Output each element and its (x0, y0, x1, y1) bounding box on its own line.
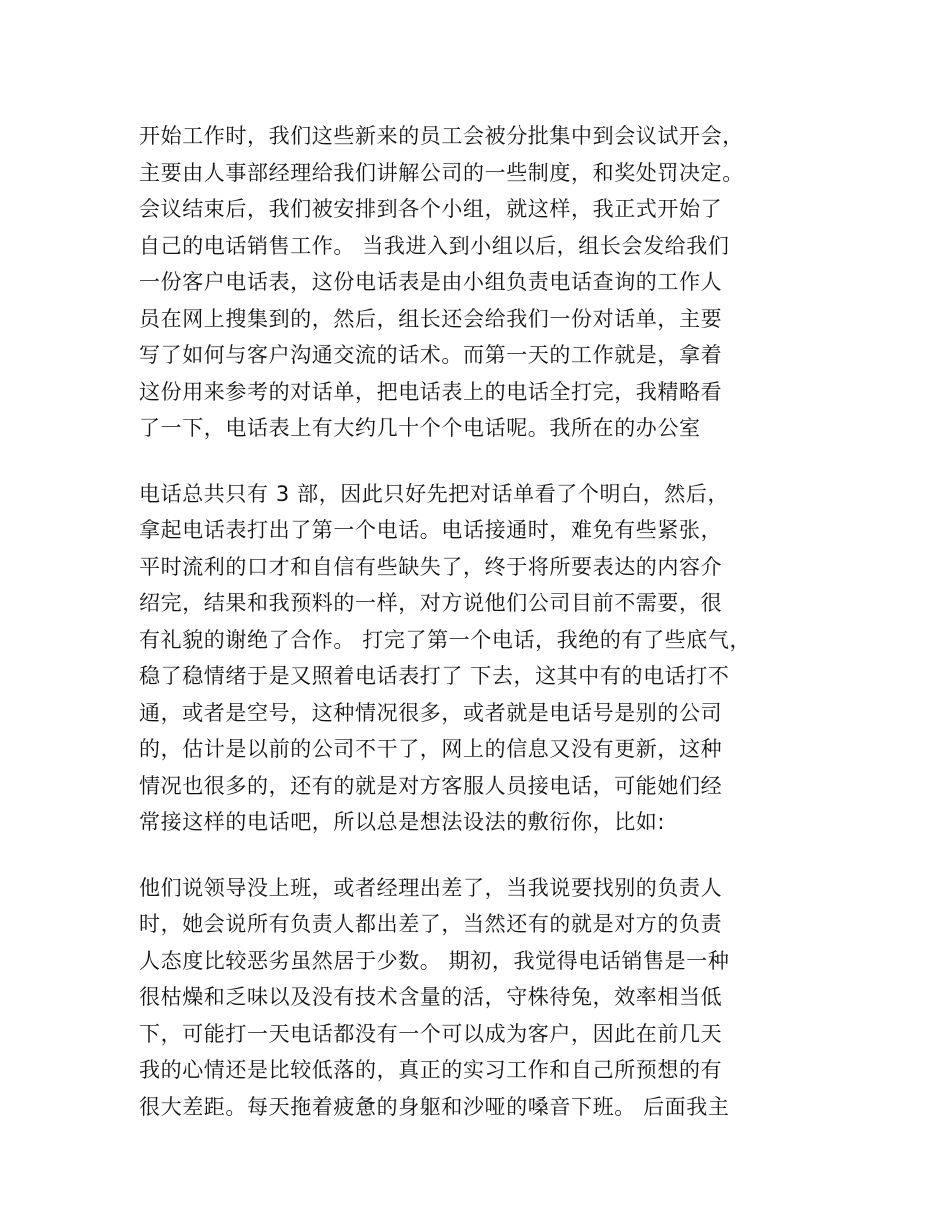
text-line: 了一下，电话表上有大约几十个个电话呢。我所在的办公室 (139, 416, 701, 440)
text-line: 主要由人事部经理给我们讲解公司的一些制度，和奖处罚决定。 (139, 160, 744, 185)
text-line: 一份客户电话表，这份电话表是由小组负责电话查询的工作人 (139, 270, 723, 294)
paragraph-1 (139, 118, 839, 447)
text-line: 电话总共只有 3 部，因此只好先把对话单看了个明白，然后， (139, 481, 730, 506)
text-line: 平时流利的口才和自信有些缺失了，终于将所要表达的内容介 (139, 554, 723, 579)
text-line: 开始工作时，我们这些新来的员工会被分批集中到会议试开会， (139, 124, 744, 148)
text-line: 情况也很多的，还有的就是对方客服人员接电话，可能她们经 (139, 773, 723, 798)
text-line: 稳了稳情绪于是又照着电话表打了 下去，这其中有的电话打不 (139, 664, 730, 688)
text-line: 常接这样的电话吧，所以总是想法设法的敷衍你，比如: (139, 810, 666, 834)
paragraph-3 (139, 870, 839, 1126)
text-line: 的，估计是以前的公司不干了，网上的信息又没有更新，这种 (139, 737, 723, 761)
text-line: 他们说领导没上班，或者经理出差了，当我说要找别的负责人 (139, 875, 723, 900)
text-line: 员在网上搜集到的，然后，组长还会给我们一份对话单，主要 (139, 306, 723, 331)
text-line: 很枯燥和乏味以及没有技术含量的活，守株待兔，效率相当低 (139, 985, 723, 1009)
text-line: 自己的电话销售工作。 当我进入到小组以后，组长会发给我们 (139, 233, 730, 258)
text-line: 时，她会说所有负责人都出差了，当然还有的就是对方的负责 (139, 912, 723, 936)
text-line: 下，可能打一天电话都没有一个可以成为客户，因此在前几天 (139, 1021, 723, 1046)
text-line: 人态度比较恶劣虽然居于少数。 期初，我觉得电话销售是一种 (139, 948, 730, 973)
text-line: 拿起电话表打出了第一个电话。电话接通时，难免有些紧张， (139, 518, 723, 542)
text-line: 写了如何与客户沟通交流的话术。而第一天的工作就是，拿着 (139, 343, 723, 367)
text-line: 这份用来参考的对话单，把电话表上的电话全打完，我精略看 (139, 379, 723, 404)
text-line: 我的心情还是比较低落的，真正的实习工作和自己所预想的有 (139, 1058, 723, 1082)
text-line: 绍完，结果和我预料的一样，对方说他们公司目前不需要，很 (139, 591, 723, 615)
text-line: 通，或者是空号，这种情况很多，或者就是电话号是别的公司 (139, 700, 723, 725)
document-body (139, 118, 839, 1154)
paragraph-2 (139, 476, 839, 841)
text-line: 很大差距。每天拖着疲惫的身躯和沙哑的嗓音下班。 后面我主 (139, 1094, 730, 1119)
text-line: 有礼貌的谢绝了合作。 打完了第一个电话，我绝的有了些底气， (139, 627, 752, 652)
text-line: 会议结束后，我们被安排到各个小组，就这样，我正式开始了 (139, 197, 723, 221)
